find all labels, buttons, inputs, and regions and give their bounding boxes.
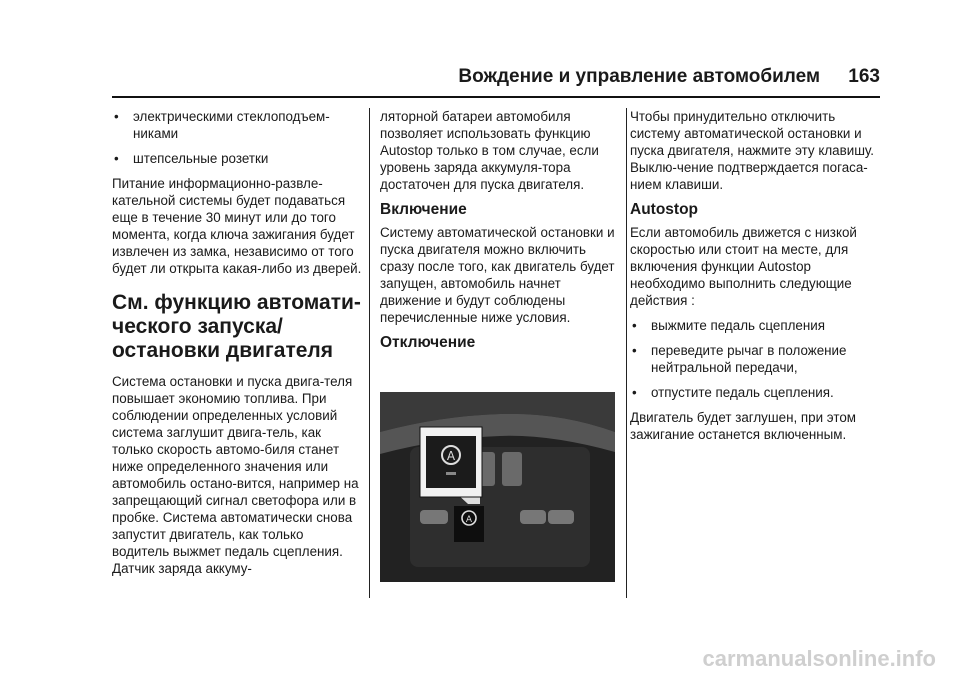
paragraph: Питание информационно-развле-кательной системы будет подаваться еще в течение 30 минут или до того момента, когда ключа зажигания будет извлечен из замка, независимо от того будет ли открыта какая-либо из дверей.: [112, 176, 362, 276]
list-item-text: электрическими стеклоподъем-никами: [133, 109, 330, 141]
list-item: [112, 108, 362, 142]
paragraph: Система остановки и пуска двига-теля повышает экономию топлива. При соблюдении определенных условий система заглушит двига-тель, как только скорость автомо-биля станет ниже определенного значения или автомобиль остано-вится, например на запрещающий сигнал светофора или в пробке. Система автоматически снова запустит двигатель, как только водитель выжмет педаль сцепления. Датчик заряда аккуму-: [112, 374, 359, 576]
section-heading: См. функцию автомати-ческого запуска/ остановки двигателя: [112, 291, 361, 362]
svg-text:A: A: [446, 449, 456, 463]
autostop-switch-illustration: [380, 392, 615, 582]
list-item-text: переведите рычаг в положение нейтральной передачи,: [651, 343, 847, 375]
column-3: [630, 108, 880, 451]
paragraph: Систему автоматической остановки и пуска двигателя можно включить сразу после того, как двигатель будет запущен, автомобиль начнет движение и будут соблюдены перечисленные ниже условия.: [380, 225, 615, 325]
subsection-heading: Autostop: [630, 201, 699, 218]
subsection-heading: Отключение: [380, 334, 476, 351]
switch-panel-image: [380, 392, 615, 582]
list-item-text: штепсельные розетки: [133, 151, 269, 166]
list-item: [630, 384, 880, 401]
column-divider: [369, 108, 370, 598]
svg-text:A: A: [465, 515, 473, 525]
header-rule: [112, 96, 880, 98]
column-2: [380, 108, 620, 357]
column-divider: [626, 108, 627, 598]
bullet-icon: •: [632, 343, 637, 358]
bullet-icon: •: [632, 385, 637, 400]
list-item: [630, 317, 880, 334]
column-1: [112, 108, 362, 585]
bullet-icon: •: [114, 151, 119, 166]
list-item: [112, 150, 362, 167]
list-item: [630, 342, 880, 376]
paragraph: Если автомобиль движется с низкой скоростью или стоит на месте, для включения функции Autostop необходимо выполнить следующие действия :: [630, 225, 857, 308]
list-item-text: выжмите педаль сцепления: [651, 318, 826, 333]
page-header: [458, 66, 880, 96]
subsection-heading: Включение: [380, 201, 467, 218]
paragraph: Двигатель будет заглушен, при этом зажигание останется включенным.: [630, 410, 856, 442]
watermark: carmanualsonline.info: [702, 646, 936, 671]
paragraph: Чтобы принудительно отключить систему автоматической остановки и пуска двигателя, нажмите эту клавишу. Выклю-чение подтверждается погаса-нием клавиши.: [630, 109, 875, 192]
page-number: 163: [848, 66, 880, 87]
page-title: Вождение и управление автомобилем: [458, 66, 820, 87]
paragraph: ляторной батареи автомобиля позволяет использовать функцию Autostop только в том случае, если уровень заряда аккумуля-тора достаточен для пуска двигателя.: [380, 109, 599, 192]
bullet-icon: •: [632, 318, 637, 333]
list-item-text: отпустите педаль сцепления.: [651, 385, 834, 400]
bullet-icon: •: [114, 109, 119, 124]
